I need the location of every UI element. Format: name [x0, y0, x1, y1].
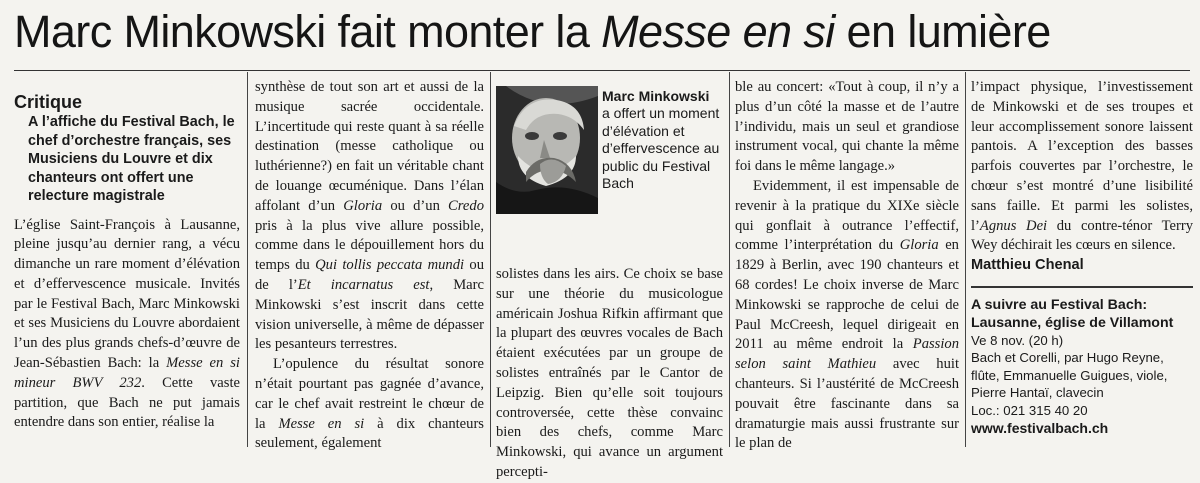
infobox-program: Pierre Hantaï, clavecin — [971, 385, 1104, 401]
photo-block — [496, 86, 718, 216]
column-divider — [965, 72, 966, 447]
infobox-title: A suivre au Festival Bach: — [971, 296, 1148, 313]
column-5 — [971, 78, 1193, 447]
lead-paragraph: A l’affiche du Festival Bach, le chef d’orchestre français, ses Musiciens du Louvre et dix chanteurs ont offert une relecture magistrale — [28, 114, 235, 204]
paragraph: Evidemment, il est impensable de revenir à la pratique du XIXe siècle qui gonflait à outrance l’effectif, comme l’interprétation du Gloria en 1829 à Berlin, avec 190 chanteurs et 68 cordes! Le choix inverse de Marc Minkowski se rapproche de celui de Paul McCreesh, lequel dirigeait en 2011 au même endroit la Passion selon saint Mathieu avec huit chanteurs. Si l’austérité de McCreesh pouvait être fascinante dans sa dramaturgie mais aussi frustrante sur le plan de — [735, 177, 960, 452]
paragraph: solistes dans les airs. Ce choix se base sur une théorie du musicologue américain Joshua Rifkin affirmant que la plupart des œuvres vocales de Bach étaient exécutées par un groupe de solistes entraînés par le Cantor de Leipzig. Bien qu’elle soit toujours controversée, cette thèse convainc bien des chefs, comme Marc Minkowski, qui avance un argument percepti- — [496, 266, 723, 480]
paragraph: l’impact physique, l’investissement de Minkowski et de ses troupes et leur accomplissement sonore laissent pantois. A l’exception des basses parfois couvertes par l’orchestre, le chœur s’est montré d’une lisibilité sans faille. Et parmi les solistes, l’Agnus Dei du contre-ténor Terry Wey déchirait les cœurs en silence. — [971, 79, 1193, 254]
column-divider — [729, 72, 730, 447]
headline-italic: Messe en si — [601, 6, 835, 57]
column-2 — [255, 78, 484, 452]
author-signature: Matthieu Chenal — [971, 257, 1084, 274]
infobox-venue: Lausanne, église de Villamont — [971, 314, 1174, 331]
headline — [14, 4, 1194, 60]
infobox-program: flûte, Emmanuelle Guigues, viole, — [971, 367, 1168, 383]
infobox-website: www.festivalbach.ch — [971, 420, 1109, 437]
kicker: Critique — [14, 92, 83, 112]
infobox — [971, 296, 1193, 439]
caption-text: a offert un moment d’élévation et d’effervescence au public du Festival Bach — [602, 105, 720, 192]
portrait-illustration — [496, 86, 598, 214]
column-divider — [490, 72, 491, 447]
paragraph: synthèse de tout son art et aussi de la musique sacrée occidentale. L’incertitude qui reste quant à sa réelle destination (messe catholique ou luthérienne?) en fait un véritable chant de louange œcuménique. Dans l’élan affolant d’un Gloria ou d’un Credo pris à la plus vive allure possible, comme dans le dépouillement hors du temps du Qui tollis peccata mundi ou de l’Et incarnatus est, Marc Minkowski s’est inscrit dans cette vision universelle, à même de dépasser les pesanteurs terrestres. — [255, 79, 484, 353]
headline-text: Marc Minkowski fait monter la — [14, 6, 602, 57]
infobox-program: Bach et Corelli, par Hugo Reyne, — [971, 350, 1164, 366]
column-3 — [496, 265, 723, 480]
portrait-photo — [496, 86, 598, 214]
headline-text-end: en lumière — [834, 6, 1051, 57]
header-rule — [14, 70, 1190, 71]
infobox-rule — [971, 286, 1193, 288]
caption-name: Marc Minkowski — [602, 88, 710, 104]
column-4 — [735, 78, 960, 452]
paragraph: L’église Saint-François à Lausanne, pleine jusqu’au dernier rang, a vécu dimanche un rare moment d’élévation et d’effervescence musicale. Invités par le Festival Bach, Marc Minkowski et ses Musiciens du Louvre abordaient l’un des plus grands chefs-d’œuvre de Jean-Sébastien Bach: la Messe en si mineur BWV 232. Cette vaste partition, que Bach ne put jamais entendre dans son entier, réalise la — [14, 216, 240, 431]
infobox-phone: Loc.: 021 315 40 20 — [971, 402, 1088, 418]
column-divider — [247, 72, 248, 447]
photo-caption — [602, 88, 720, 192]
paragraph: L’opulence du résultat sonore n’était pourtant pas gagnée d’avance, car le chef avait restreint le chœur de la Messe en si à dix chanteurs seulement, également — [255, 356, 484, 452]
infobox-date: Ve 8 nov. (20 h) — [971, 332, 1064, 348]
paragraph: ble au concert: «Tout à coup, il n’y a plus d’un côté la masse et de l’autre l’individu, mais un seul et grandiose instrument vocal, qui chante la même foi dans le même langage.» — [735, 79, 959, 175]
column-1 — [14, 78, 240, 447]
